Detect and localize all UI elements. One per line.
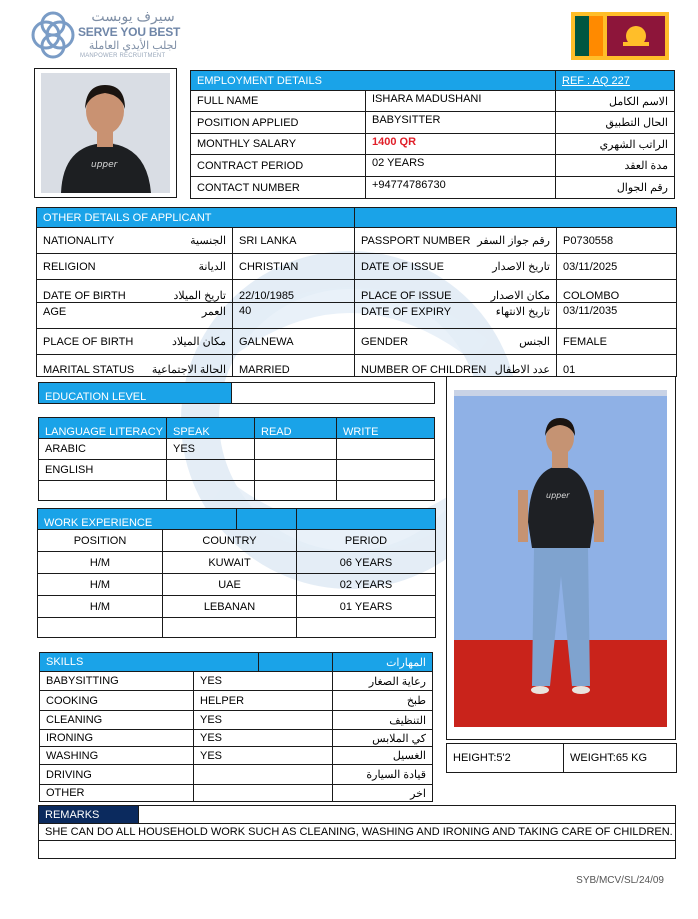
work-header: PERIOD: [297, 530, 436, 552]
work-row: [38, 618, 436, 638]
detail-arabic-label: الجنس: [519, 336, 550, 348]
skill-row: [40, 747, 433, 765]
language-header: READ: [255, 418, 337, 439]
skills-title: [40, 653, 333, 672]
other-details-row: [37, 228, 677, 254]
detail-value: 22/10/1985: [233, 280, 355, 303]
remarks-title: REMARKS: [39, 806, 139, 824]
skill-arabic-name: كي الملابس: [333, 730, 433, 747]
detail-value: COLOMBO: [557, 280, 677, 303]
employment-value: BABYSITTER: [366, 112, 556, 134]
applicant-portrait-photo: [41, 73, 170, 193]
skill-value: HELPER: [194, 691, 333, 711]
detail-arabic-label: تاريخ الميلاد: [173, 290, 226, 302]
language-literacy-table: [38, 417, 435, 501]
height-weight-table: [446, 743, 677, 773]
company-sub: MANPOWER RECRUITMENT: [80, 53, 166, 59]
ref-number: [556, 71, 675, 91]
language-cell: [255, 460, 337, 481]
employment-arabic-label: الحال التطبيق: [556, 112, 675, 134]
skills-table: [39, 652, 433, 802]
language-cell: [255, 439, 337, 460]
skill-name: DRIVING: [40, 765, 194, 785]
language-cell: [337, 481, 435, 501]
work-header: POSITION: [38, 530, 163, 552]
detail-arabic-label: تاريخ الانتهاء: [495, 306, 550, 318]
employment-arabic-label: رقم الجوال: [556, 177, 675, 199]
skill-row: [40, 765, 433, 785]
skill-value: YES: [194, 672, 333, 691]
work-cell: H/M: [38, 574, 163, 596]
language-header: SPEAK: [167, 418, 255, 439]
other-details-row: [37, 303, 677, 329]
height-value: HEIGHT:5'2: [447, 744, 564, 773]
language-cell: [39, 481, 167, 501]
detail-value: FEMALE: [557, 329, 677, 355]
language-cell: [167, 460, 255, 481]
employment-details-table: [190, 70, 675, 199]
work-cell: [163, 618, 297, 638]
skill-value: [194, 765, 333, 785]
work-header-blank: [297, 509, 436, 530]
detail-value: CHRISTIAN: [233, 254, 355, 280]
work-experience-title: [38, 509, 297, 530]
detail-label: PLACE OF ISSUE: [361, 289, 452, 302]
remarks-header-blank: [139, 806, 676, 824]
skill-arabic-name: طبخ: [333, 691, 433, 711]
education-level-table: [38, 382, 435, 404]
employment-row: [191, 134, 675, 155]
language-header: WRITE: [337, 418, 435, 439]
sri-lanka-flag-icon: [571, 12, 669, 60]
remarks-table: [38, 805, 676, 859]
language-cell: [167, 481, 255, 501]
applicant-portrait-frame: [34, 68, 177, 198]
detail-label: AGE: [43, 305, 67, 318]
work-cell: UAE: [163, 574, 297, 596]
work-cell: H/M: [38, 552, 163, 574]
detail-label: NATIONALITY: [43, 234, 115, 247]
employment-arabic-label: الاسم الكامل: [556, 91, 675, 112]
employment-row: [191, 112, 675, 134]
skill-arabic-name: اخر: [333, 785, 433, 802]
detail-label: DATE OF BIRTH: [43, 289, 126, 302]
skill-row: [40, 730, 433, 747]
detail-value: P0730558: [557, 228, 677, 254]
skill-value: YES: [194, 730, 333, 747]
employment-label: CONTACT NUMBER: [191, 177, 366, 199]
employment-value: +94774786730: [366, 177, 556, 199]
language-cell: [255, 481, 337, 501]
detail-value: 03/11/2035: [557, 303, 677, 329]
skill-name: BABYSITTING: [40, 672, 194, 691]
company-name: SERVE YOU BEST: [78, 25, 181, 39]
employment-value: 02 YEARS: [366, 155, 556, 177]
detail-value: MARRIED: [233, 355, 355, 377]
skill-name: WASHING: [40, 747, 194, 765]
language-row: [39, 460, 435, 481]
detail-arabic-label: رقم جواز السفر: [477, 235, 550, 247]
employment-row: [191, 91, 675, 112]
detail-arabic-label: الجنسية: [190, 235, 226, 247]
skill-name: OTHER: [40, 785, 194, 802]
language-cell: [337, 439, 435, 460]
skill-arabic-name: التنظيف: [333, 711, 433, 730]
work-cell: 01 YEARS: [297, 596, 436, 618]
employment-details-title: EMPLOYMENT DETAILS: [191, 71, 556, 91]
work-experience-table: [37, 508, 436, 638]
photo-shirt-text: upper: [91, 160, 118, 170]
skill-value: [194, 785, 333, 802]
language-cell: [337, 460, 435, 481]
detail-value: GALNEWA: [233, 329, 355, 355]
work-cell: 06 YEARS: [297, 552, 436, 574]
detail-arabic-label: الديانة: [198, 261, 226, 273]
work-cell: LEBANAN: [163, 596, 297, 618]
language-row: [39, 481, 435, 501]
applicant-fullbody-frame: [446, 376, 676, 740]
work-experience-title-text: WORK EXPERIENCE: [44, 517, 153, 529]
employment-arabic-label: مدة العقد: [556, 155, 675, 177]
logo-rings-icon: [30, 10, 76, 60]
fullbody-shirt-text: upper: [546, 491, 570, 500]
footer-code: SYB/MCV/SL/24/09: [576, 875, 664, 886]
remarks-blank-row: [39, 841, 676, 859]
detail-label: NUMBER OF CHILDREN: [361, 363, 487, 376]
detail-arabic-label: مكان الميلاد: [171, 336, 226, 348]
other-details-row: [37, 280, 677, 303]
company-arabic-name: سيرف يوبست: [91, 8, 175, 24]
skill-value: YES: [194, 747, 333, 765]
work-cell: H/M: [38, 596, 163, 618]
work-row: [38, 552, 436, 574]
detail-arabic-label: عدد الاطفال: [494, 364, 550, 376]
detail-label: MARITAL STATUS: [43, 363, 135, 376]
detail-arabic-label: تاريخ الاصدار: [492, 261, 550, 273]
work-cell: 02 YEARS: [297, 574, 436, 596]
work-cell: [297, 618, 436, 638]
skills-title-text: SKILLS: [46, 656, 84, 668]
skill-row: [40, 711, 433, 730]
work-header: COUNTRY: [163, 530, 297, 552]
skills-arabic-title: المهارات: [333, 653, 433, 672]
other-details-header-blank: [355, 208, 677, 228]
detail-label: GENDER: [361, 335, 409, 348]
skill-row: [40, 785, 433, 802]
work-header-divider: [236, 509, 237, 529]
language-cell: ENGLISH: [39, 460, 167, 481]
remarks-text: SHE CAN DO ALL HOUSEHOLD WORK SUCH AS CLEANING, WASHING AND IRONING AND TAKING CARE OF CHILDREN.: [39, 824, 676, 841]
employment-label: FULL NAME: [191, 91, 366, 112]
applicant-fullbody-photo: [454, 390, 667, 727]
detail-value: 01: [557, 355, 677, 377]
skill-arabic-name: الغسيل: [333, 747, 433, 765]
language-cell: YES: [167, 439, 255, 460]
skill-value: YES: [194, 711, 333, 730]
skill-arabic-name: قيادة السيارة: [333, 765, 433, 785]
language-header: LANGUAGE LITERACY: [39, 418, 167, 439]
detail-value: 03/11/2025: [557, 254, 677, 280]
work-row: [38, 596, 436, 618]
company-arabic-sub: لجلب الأيدي العاملة: [88, 40, 178, 52]
work-cell: [38, 618, 163, 638]
skill-name: IRONING: [40, 730, 194, 747]
skills-header-divider: [258, 653, 259, 671]
detail-arabic-label: مكان الاصدار: [490, 290, 550, 302]
detail-label: DATE OF EXPIRY: [361, 305, 452, 318]
detail-arabic-label: العمر: [201, 306, 226, 318]
detail-arabic-label: الحالة الاجتماعية: [151, 364, 226, 376]
skill-name: COOKING: [40, 691, 194, 711]
employment-label: MONTHLY SALARY: [191, 134, 366, 155]
other-details-row: [37, 355, 677, 377]
other-details-row: [37, 329, 677, 355]
employment-label: POSITION APPLIED: [191, 112, 366, 134]
language-row: [39, 439, 435, 460]
employment-row: [191, 155, 675, 177]
detail-label: RELIGION: [43, 260, 96, 273]
employment-arabic-label: الراتب الشهري: [556, 134, 675, 155]
employment-row: [191, 177, 675, 199]
work-cell: KUWAIT: [163, 552, 297, 574]
detail-label: PLACE OF BIRTH: [43, 335, 134, 348]
ref-text: REF : AQ 227: [562, 74, 630, 87]
education-level-title: EDUCATION LEVEL: [39, 383, 232, 404]
skill-name: CLEANING: [40, 711, 194, 730]
detail-label: DATE OF ISSUE: [361, 260, 444, 273]
other-details-table: [36, 207, 677, 377]
skill-arabic-name: رعاية الصغار: [333, 672, 433, 691]
work-row: [38, 574, 436, 596]
detail-label: PASSPORT NUMBER: [361, 234, 471, 247]
education-level-value: [232, 383, 435, 404]
detail-value: SRI LANKA: [233, 228, 355, 254]
employment-label: CONTRACT PERIOD: [191, 155, 366, 177]
other-details-row: [37, 254, 677, 280]
weight-value: WEIGHT:65 KG: [564, 744, 677, 773]
detail-value: 40: [233, 303, 355, 329]
skill-row: [40, 672, 433, 691]
company-logo: [30, 8, 180, 64]
skill-row: [40, 691, 433, 711]
employment-value: ISHARA MADUSHANI: [366, 91, 556, 112]
monthly-salary-value: 1400 QR: [366, 134, 556, 155]
other-details-title: OTHER DETAILS OF APPLICANT: [37, 208, 355, 228]
language-cell: ARABIC: [39, 439, 167, 460]
